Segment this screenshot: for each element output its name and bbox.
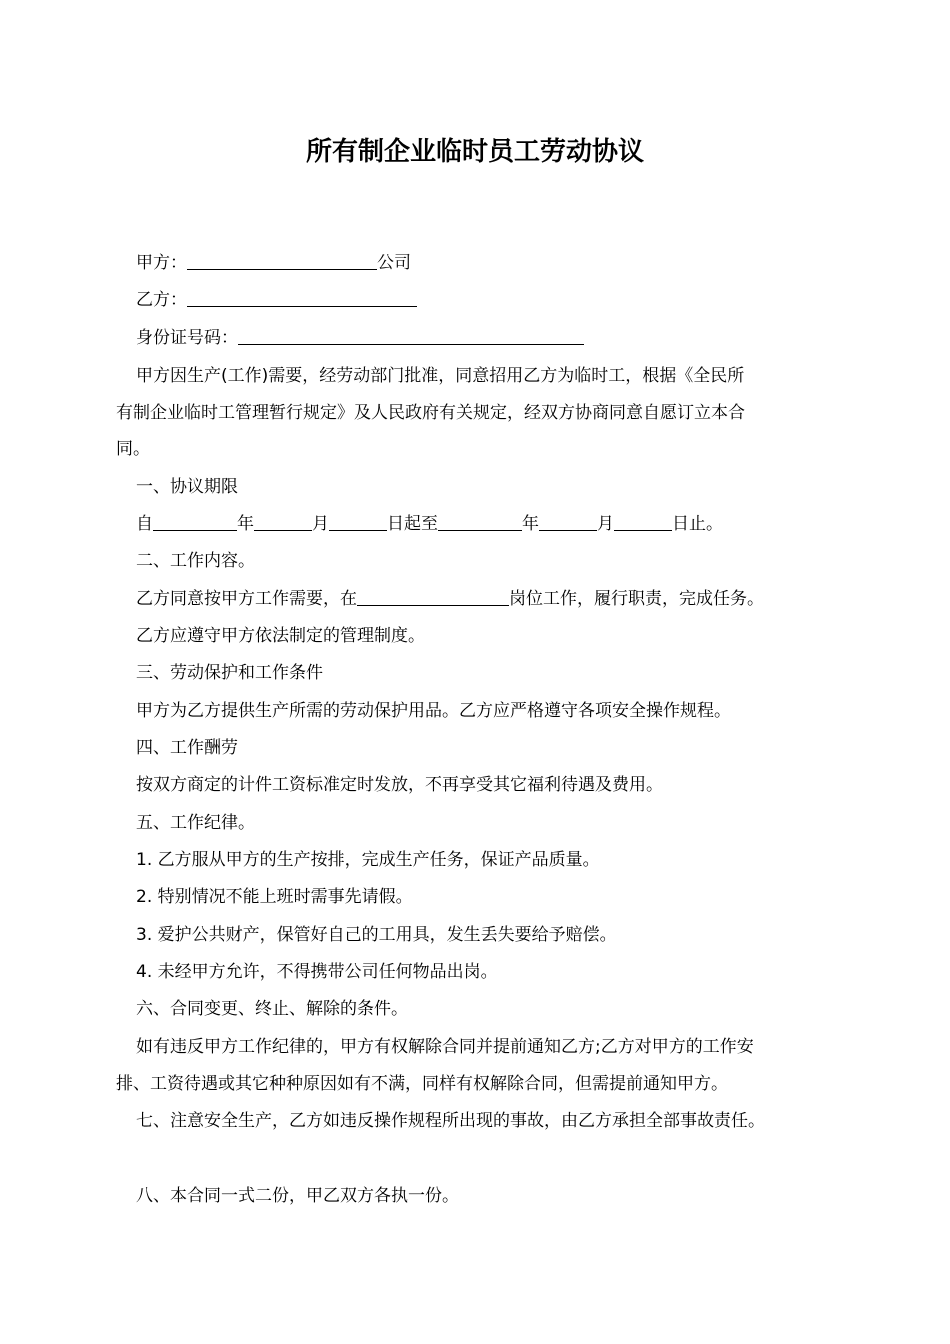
section-5-heading: 五、工作纪律。 bbox=[136, 813, 255, 833]
section-6-heading: 六、合同变更、终止、解除的条件。 bbox=[136, 999, 408, 1019]
id-number-line bbox=[136, 326, 584, 350]
term-year-2: 年 bbox=[522, 514, 539, 534]
discipline-item-1: 1. 乙方服从甲方的生产按排，完成生产任务，保证产品质量。 bbox=[136, 850, 600, 870]
section-8-body: 八、本合同一式二份，甲乙双方各执一份。 bbox=[136, 1186, 459, 1206]
term-month-2: 月 bbox=[597, 514, 614, 534]
party-a-label: 甲方： bbox=[136, 253, 187, 273]
discipline-item-3: 3. 爱护公共财产，保管好自己的工用具，发生丢失要给予赔偿。 bbox=[136, 925, 617, 945]
party-b-label: 乙方： bbox=[136, 290, 187, 310]
section-6-body-line-2: 排、工资待遇或其它种种原因如有不满，同样有权解除合同，但需提前通知甲方。 bbox=[116, 1074, 728, 1094]
start-day-blank[interactable] bbox=[329, 512, 387, 531]
document-title: 所有制企业临时员工劳动协议 bbox=[305, 137, 644, 167]
party-b-blank[interactable] bbox=[187, 288, 417, 307]
end-day-blank[interactable] bbox=[614, 512, 672, 531]
job-position-blank[interactable] bbox=[357, 587, 509, 606]
preamble-line-3: 同。 bbox=[116, 439, 150, 459]
end-month-blank[interactable] bbox=[539, 512, 597, 531]
term-day-end: 日止。 bbox=[672, 514, 723, 534]
term-line bbox=[136, 512, 723, 536]
discipline-item-2: 2. 特别情况不能上班时需事先请假。 bbox=[136, 887, 413, 907]
end-year-blank[interactable] bbox=[438, 512, 522, 531]
section-4-body: 按双方商定的计件工资标准定时发放，不再享受其它福利待遇及费用。 bbox=[136, 775, 663, 795]
section-1-heading: 一、协议期限 bbox=[136, 477, 238, 497]
term-from: 自 bbox=[136, 514, 153, 534]
party-a-suffix: 公司 bbox=[377, 253, 411, 273]
section-6-body-line-1: 如有违反甲方工作纪律的，甲方有权解除合同并提前通知乙方;乙方对甲方的工作安 bbox=[136, 1037, 754, 1057]
term-day-to: 日起至 bbox=[387, 514, 438, 534]
job-position-suffix: 岗位工作，履行职责，完成任务。 bbox=[509, 589, 764, 609]
rules-compliance-line: 乙方应遵守甲方依法制定的管理制度。 bbox=[136, 626, 425, 646]
id-number-blank[interactable] bbox=[238, 326, 584, 345]
party-a-line bbox=[136, 251, 411, 275]
term-year-1: 年 bbox=[237, 514, 254, 534]
term-month-1: 月 bbox=[312, 514, 329, 534]
start-year-blank[interactable] bbox=[153, 512, 237, 531]
section-7-body: 七、注意安全生产，乙方如违反操作规程所出现的事故，由乙方承担全部事故责任。 bbox=[136, 1111, 765, 1131]
discipline-item-4: 4. 未经甲方允许，不得携带公司任何物品出岗。 bbox=[136, 962, 498, 982]
job-position-line bbox=[136, 587, 764, 611]
preamble-line-1: 甲方因生产(工作)需要，经劳动部门批准，同意招用乙方为临时工，根据《全民所 bbox=[136, 366, 745, 386]
section-4-heading: 四、工作酬劳 bbox=[136, 738, 238, 758]
section-3-body: 甲方为乙方提供生产所需的劳动保护用品。乙方应严格遵守各项安全操作规程。 bbox=[136, 701, 731, 721]
job-position-prefix: 乙方同意按甲方工作需要，在 bbox=[136, 589, 357, 609]
section-2-heading: 二、工作内容。 bbox=[136, 551, 255, 571]
party-b-line bbox=[136, 288, 417, 312]
start-month-blank[interactable] bbox=[254, 512, 312, 531]
party-a-blank[interactable] bbox=[187, 251, 377, 270]
preamble-line-2: 有制企业临时工管理暂行规定》及人民政府有关规定，经双方协商同意自愿订立本合 bbox=[116, 403, 745, 423]
section-3-heading: 三、劳动保护和工作条件 bbox=[136, 663, 323, 683]
id-number-label: 身份证号码： bbox=[136, 328, 238, 348]
